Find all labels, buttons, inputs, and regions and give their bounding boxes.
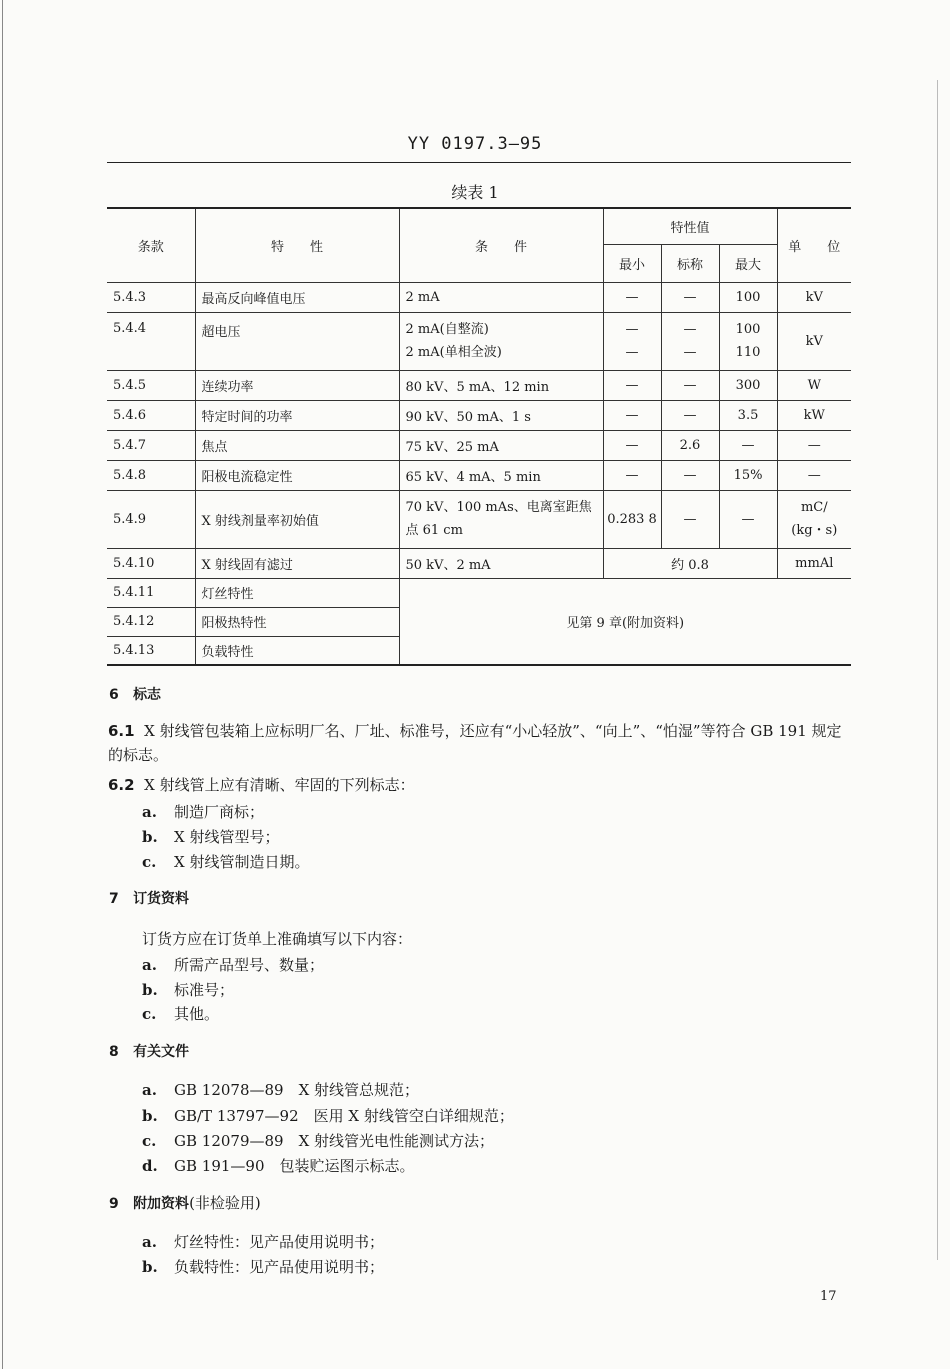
nominal-cell: — [661, 282, 719, 312]
clause-cell: 5.4.8 [107, 460, 195, 490]
table-row [107, 430, 851, 460]
condition-cell: 65 kV、4 mA、5 min [399, 460, 603, 490]
characteristic-cell: 灯丝特性 [195, 578, 399, 607]
characteristic-cell: 焦点 [195, 430, 399, 460]
characteristic-cell: 特定时间的功率 [195, 400, 399, 430]
nominal-cell: — [661, 460, 719, 490]
section-number: 9 [109, 1196, 119, 1212]
list-item: b. GB/T 13797—92 医用 X 射线管空白详细规范； [142, 1107, 514, 1125]
section-6-heading [109, 684, 161, 704]
unit-cell [777, 490, 851, 548]
condition-cell: 90 kV、50 mA、1 s [399, 400, 603, 430]
list-item: a. GB 12078—89 X 射线管总规范； [142, 1081, 420, 1099]
header-max: 最大 [719, 244, 777, 282]
table-row [107, 548, 851, 578]
max-cell: 3.5 [719, 400, 777, 430]
nominal-line: — [683, 322, 697, 337]
table-header-row [107, 208, 851, 244]
min-cell: — [603, 400, 661, 430]
header-clause: 条款 [107, 208, 195, 282]
clause-cell: 5.4.12 [107, 607, 195, 636]
min-cell: — [603, 282, 661, 312]
paragraph-text: X 射线管上应有清晰、牢固的下列标志： [144, 776, 415, 794]
section-title: 有关文件 [133, 1044, 190, 1060]
nominal-cell: — [661, 490, 719, 548]
table-row [107, 312, 851, 370]
nominal-cell: — [661, 400, 719, 430]
page-left-edge [2, 0, 3, 1369]
max-cell: 300 [719, 370, 777, 400]
min-cell: 0.283 8 [603, 490, 661, 548]
clause-cell: 5.4.5 [107, 370, 195, 400]
characteristic-cell: 负载特性 [195, 636, 399, 665]
list-item: a. 所需产品型号、数量； [142, 956, 325, 974]
nominal-cell [661, 312, 719, 370]
header-nominal: 标称 [661, 244, 719, 282]
nominal-cell: 2.6 [661, 430, 719, 460]
list-item: a. 灯丝特性：见产品使用说明书； [142, 1233, 385, 1251]
paragraph-number: 6.2 [108, 776, 135, 794]
header-min: 最小 [603, 244, 661, 282]
condition-line: 2 mA(单相全波) [405, 345, 502, 360]
characteristic-cell: 阳极电流稳定性 [195, 460, 399, 490]
value-cell: 约 0.8 [603, 548, 777, 578]
max-cell: 100 [719, 282, 777, 312]
clause-cell: 5.4.7 [107, 430, 195, 460]
max-cell: — [719, 430, 777, 460]
section-7-heading [109, 888, 189, 908]
condition-cell: 50 kV、2 mA [399, 548, 603, 578]
nominal-cell: — [661, 370, 719, 400]
unit-cell: kV [777, 312, 851, 370]
max-line: 110 [735, 345, 761, 360]
header-unit: 单 位 [777, 208, 851, 282]
table-row [107, 460, 851, 490]
condition-cell: 80 kV、5 mA、12 min [399, 370, 603, 400]
table-row [107, 370, 851, 400]
paragraph-number: 6.1 [108, 722, 135, 740]
list-item: b. 标准号； [142, 981, 235, 999]
characteristics-table [107, 207, 851, 666]
page-right-edge [937, 80, 938, 1260]
paragraph-6-2 [108, 773, 856, 797]
max-cell: 15% [719, 460, 777, 490]
clause-cell: 5.4.10 [107, 548, 195, 578]
characteristic-cell: X 射线剂量率初始值 [195, 490, 399, 548]
characteristic-cell: 超电压 [195, 312, 399, 370]
unit-cell: kW [777, 400, 851, 430]
min-line: — [625, 345, 639, 360]
unit-cell: — [777, 460, 851, 490]
section-number: 8 [109, 1044, 119, 1060]
clause-cell: 5.4.11 [107, 578, 195, 607]
min-cell [603, 312, 661, 370]
section-title-suffix: (非检验用) [189, 1194, 261, 1212]
clause-cell: 5.4.4 [107, 312, 195, 370]
section-title: 标志 [133, 687, 162, 703]
header-condition: 条 件 [399, 208, 603, 282]
section-8-heading [109, 1041, 189, 1061]
condition-cell: 2 mA [399, 282, 603, 312]
list-item: b. 负载特性：见产品使用说明书； [142, 1258, 385, 1276]
paragraph-text: X 射线管包装箱上应标明厂名、厂址、标准号，还应有“小心轻放”、“向上”、“怕湿”等符合 GB 191 规定的标志。 [108, 722, 842, 764]
clause-cell: 5.4.9 [107, 490, 195, 548]
unit-cell: mmAl [777, 548, 851, 578]
table-row [107, 400, 851, 430]
max-cell [719, 312, 777, 370]
condition-cell [399, 490, 603, 548]
table-row [107, 578, 851, 607]
unit-line: (kg・s) [791, 523, 838, 538]
header-characteristic: 特 性 [195, 208, 399, 282]
condition-line: 2 mA(自整流) [405, 322, 489, 337]
paragraph-6-1 [108, 719, 856, 767]
table-row [107, 282, 851, 312]
condition-line: 70 kV、100 mAs、电离室距焦 [405, 500, 592, 515]
max-line: 100 [735, 322, 761, 337]
characteristic-cell: 阳极热特性 [195, 607, 399, 636]
unit-cell: — [777, 430, 851, 460]
list-item: c. 其他。 [142, 1005, 220, 1023]
min-line: — [625, 322, 639, 337]
condition-cell: 75 kV、25 mA [399, 430, 603, 460]
list-item: c. X 射线管制造日期。 [142, 853, 310, 871]
list-item: c. GB 12079—89 X 射线管光电性能测试方法； [142, 1132, 495, 1150]
table-caption: 续表 1 [451, 183, 499, 202]
clause-cell: 5.4.3 [107, 282, 195, 312]
section-7-intro: 订货方应在订货单上准确填写以下内容： [142, 930, 413, 948]
unit-cell: kV [777, 282, 851, 312]
page-number: 17 [820, 1289, 837, 1304]
section-title: 附加资料 [133, 1196, 190, 1212]
clause-cell: 5.4.6 [107, 400, 195, 430]
min-cell: — [603, 460, 661, 490]
list-item: b. X 射线管型号； [142, 828, 280, 846]
standard-number-header: YY 0197.3—95 [407, 134, 543, 154]
list-item: d. GB 191—90 包装贮运图示标志。 [142, 1157, 415, 1175]
unit-cell: W [777, 370, 851, 400]
section-number: 7 [109, 891, 119, 907]
section-9-heading [109, 1192, 261, 1213]
characteristic-cell: 最高反向峰值电压 [195, 282, 399, 312]
clause-cell: 5.4.13 [107, 636, 195, 665]
condition-cell [399, 312, 603, 370]
nominal-line: — [683, 345, 697, 360]
merged-note-cell: 见第 9 章(附加资料) [399, 578, 851, 665]
characteristic-cell: X 射线固有滤过 [195, 548, 399, 578]
list-item: a. 制造厂商标； [142, 803, 265, 821]
min-cell: — [603, 370, 661, 400]
section-number: 6 [109, 687, 119, 703]
section-title: 订货资料 [133, 891, 190, 907]
header-rule [107, 162, 851, 163]
table-row [107, 490, 851, 548]
header-value-group: 特性值 [603, 208, 777, 244]
max-cell: — [719, 490, 777, 548]
condition-line: 点 61 cm [405, 523, 463, 538]
min-cell: — [603, 430, 661, 460]
characteristic-cell: 连续功率 [195, 370, 399, 400]
unit-line: mC/ [800, 500, 828, 515]
